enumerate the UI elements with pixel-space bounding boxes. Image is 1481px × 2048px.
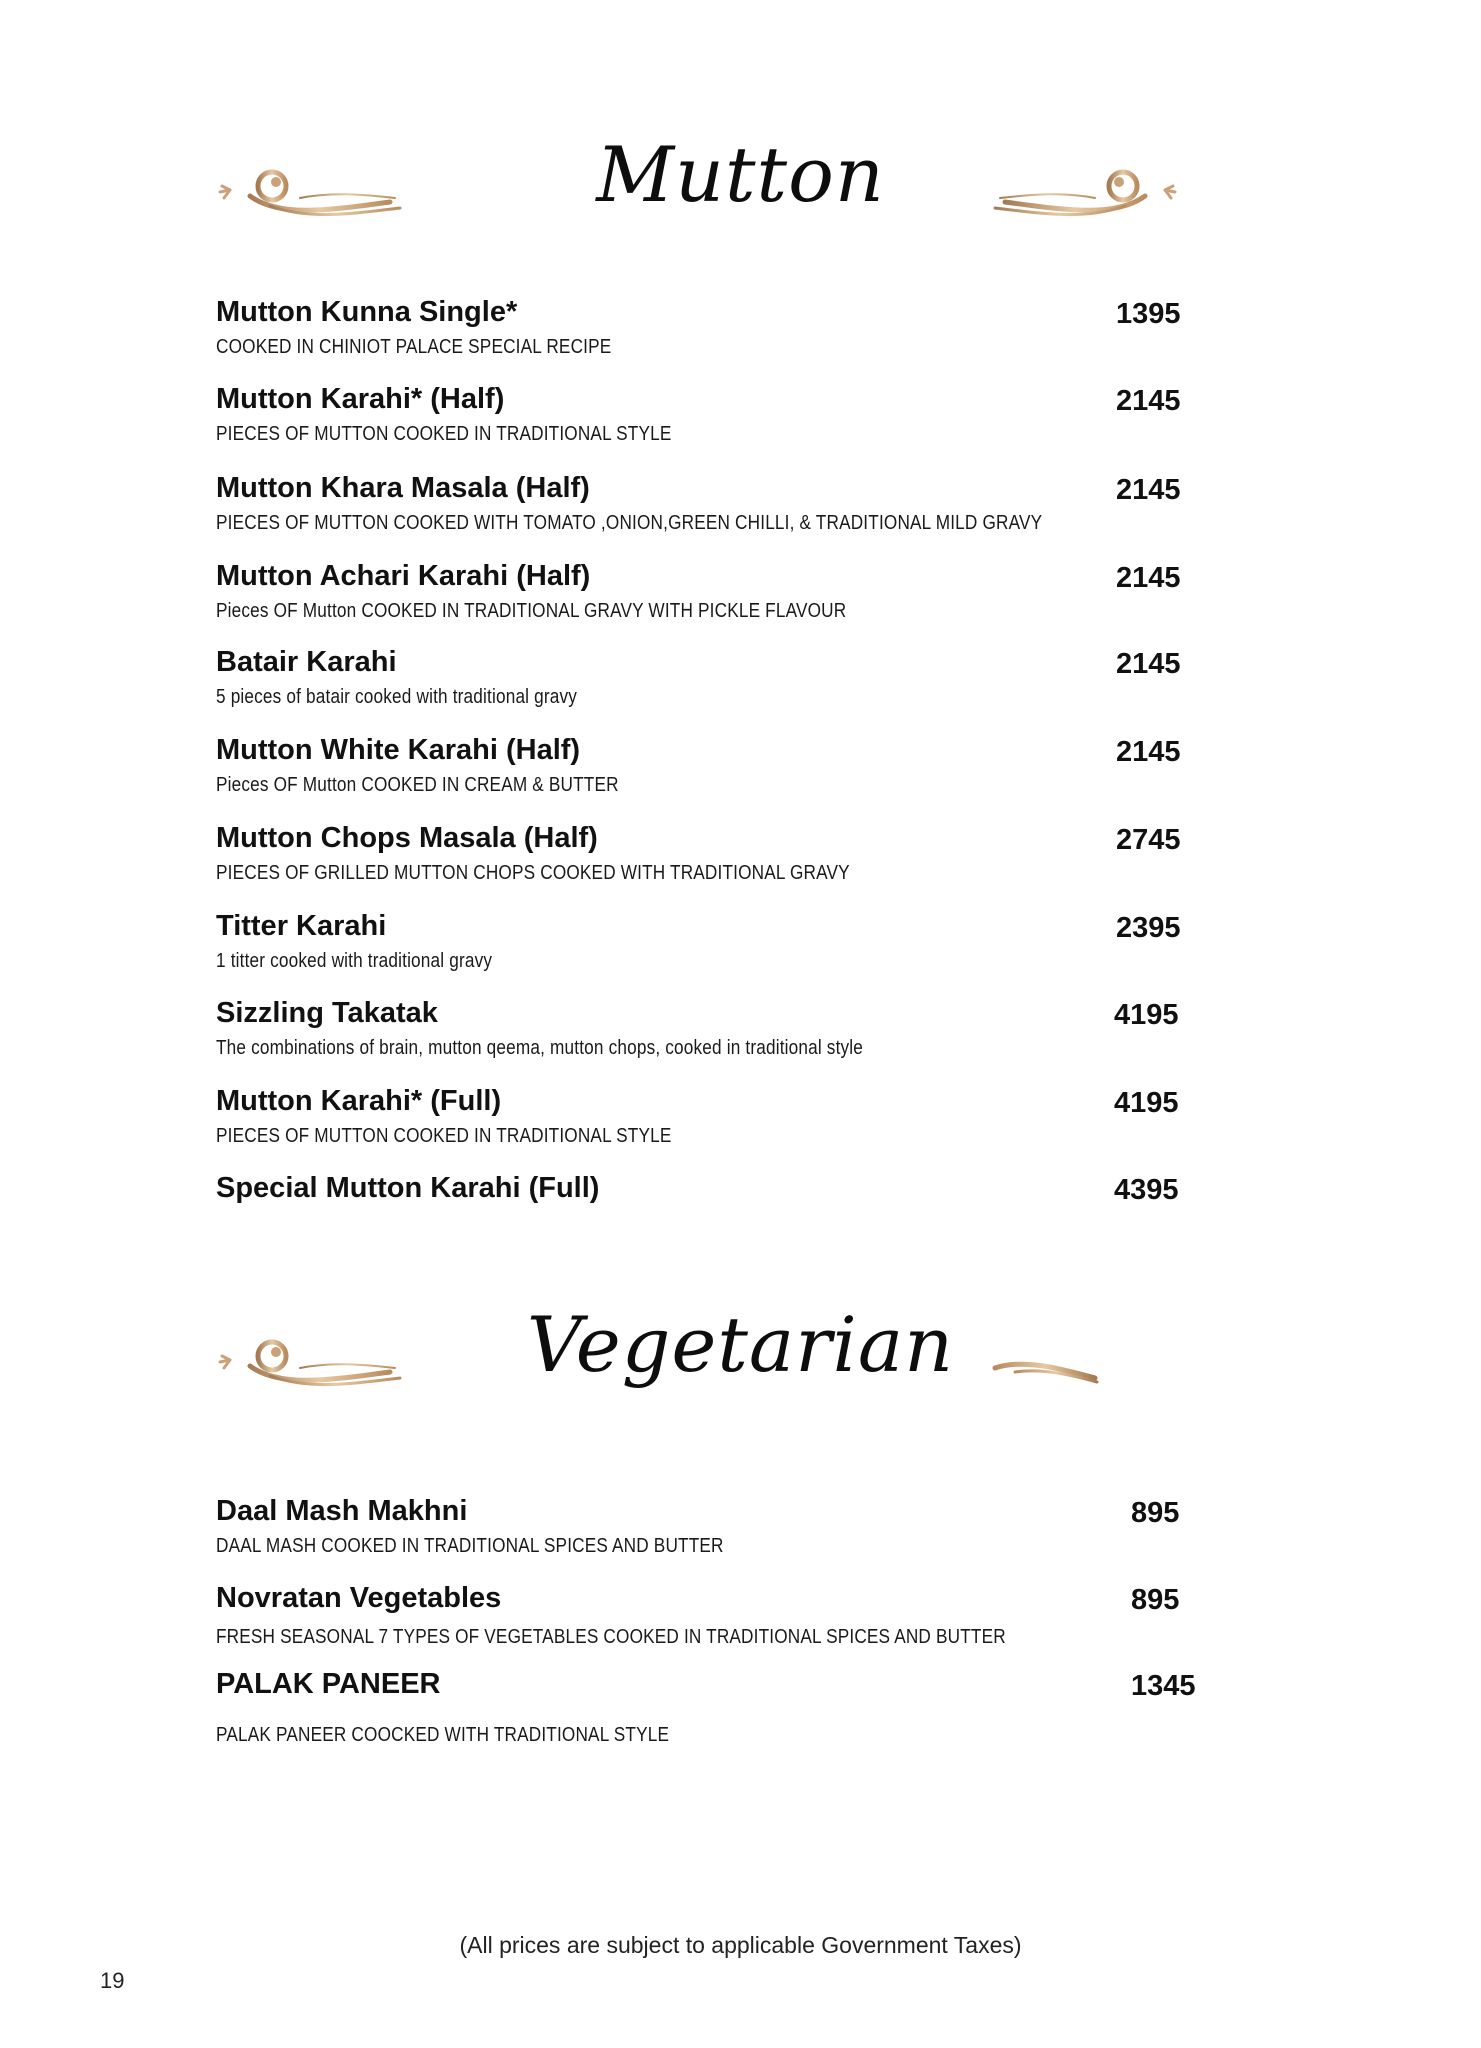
section-title: Vegetarian: [526, 1300, 955, 1389]
item-name: Mutton Achari Karahi (Half): [216, 560, 591, 592]
gold-scroll-flourish-icon: [985, 1318, 1185, 1398]
item-price: 1395: [1116, 298, 1181, 330]
item-name: Mutton Karahi* (Half): [216, 383, 505, 415]
item-description: PIECES OF MUTTON COOKED WITH TOMATO ,ONION,GREEN CHILLI, & TRADITIONAL MILD GRAVY: [216, 512, 1043, 534]
item-price: 895: [1131, 1497, 1180, 1529]
page-number: 19: [100, 1968, 125, 1993]
item-description: PIECES OF MUTTON COOKED IN TRADITIONAL STYLE: [216, 1125, 672, 1147]
item-description: DAAL MASH COOKED IN TRADITIONAL SPICES AND BUTTER: [216, 1535, 724, 1557]
item-name: PALAK PANEER: [216, 1668, 441, 1700]
item-description: Pieces OF Mutton COOKED IN TRADITIONAL GRAVY WITH PICKLE FLAVOUR: [216, 600, 847, 622]
item-description: 1 titter cooked with traditional gravy: [216, 950, 493, 972]
item-name: Daal Mash Makhni: [216, 1495, 468, 1527]
vegetarian-section-header: [0, 1300, 1481, 1420]
item-price: 2395: [1116, 912, 1181, 944]
item-price: 2145: [1116, 736, 1181, 768]
item-name: Mutton Karahi* (Full): [216, 1085, 502, 1117]
item-description: COOKED IN CHINIOT PALACE SPECIAL RECIPE: [216, 336, 612, 358]
mutton-section-header: [0, 130, 1481, 250]
item-price: 2145: [1116, 648, 1181, 680]
item-description: 5 pieces of batair cooked with traditional gravy: [216, 686, 578, 708]
item-description: PALAK PANEER COOCKED WITH TRADITIONAL STYLE: [216, 1724, 670, 1746]
item-price: 895: [1131, 1584, 1180, 1616]
item-description: Pieces OF Mutton COOKED IN CREAM & BUTTER: [216, 774, 619, 796]
item-name: Special Mutton Karahi (Full): [216, 1172, 600, 1204]
item-price: 4195: [1114, 1087, 1179, 1119]
item-description: FRESH SEASONAL 7 TYPES OF VEGETABLES COOKED IN TRADITIONAL SPICES AND BUTTER: [216, 1626, 1006, 1648]
item-price: 2145: [1116, 562, 1181, 594]
item-name: Novratan Vegetables: [216, 1582, 502, 1614]
item-price: 4195: [1114, 999, 1179, 1031]
item-name: Mutton White Karahi (Half): [216, 734, 581, 766]
item-description: The combinations of brain, mutton qeema, mutton chops, cooked in traditional style: [216, 1037, 864, 1059]
item-price: 2745: [1116, 824, 1181, 856]
item-price: 2145: [1116, 474, 1181, 506]
item-price: 4395: [1114, 1174, 1179, 1206]
item-price: 2145: [1116, 385, 1181, 417]
item-description: PIECES OF GRILLED MUTTON CHOPS COOKED WITH TRADITIONAL GRAVY: [216, 862, 850, 884]
item-name: Titter Karahi: [216, 910, 387, 942]
tax-note: (All prices are subject to applicable Government Taxes): [459, 1932, 1022, 1958]
item-name: Sizzling Takatak: [216, 997, 438, 1029]
section-title: Mutton: [596, 130, 885, 219]
gold-scroll-flourish-icon: [985, 148, 1185, 228]
item-description: PIECES OF MUTTON COOKED IN TRADITIONAL STYLE: [216, 423, 672, 445]
item-name: Mutton Khara Masala (Half): [216, 472, 590, 504]
item-name: Batair Karahi: [216, 646, 397, 678]
item-name: Mutton Chops Masala (Half): [216, 822, 598, 854]
item-name: Mutton Kunna Single*: [216, 296, 518, 328]
item-price: 1345: [1131, 1670, 1196, 1702]
